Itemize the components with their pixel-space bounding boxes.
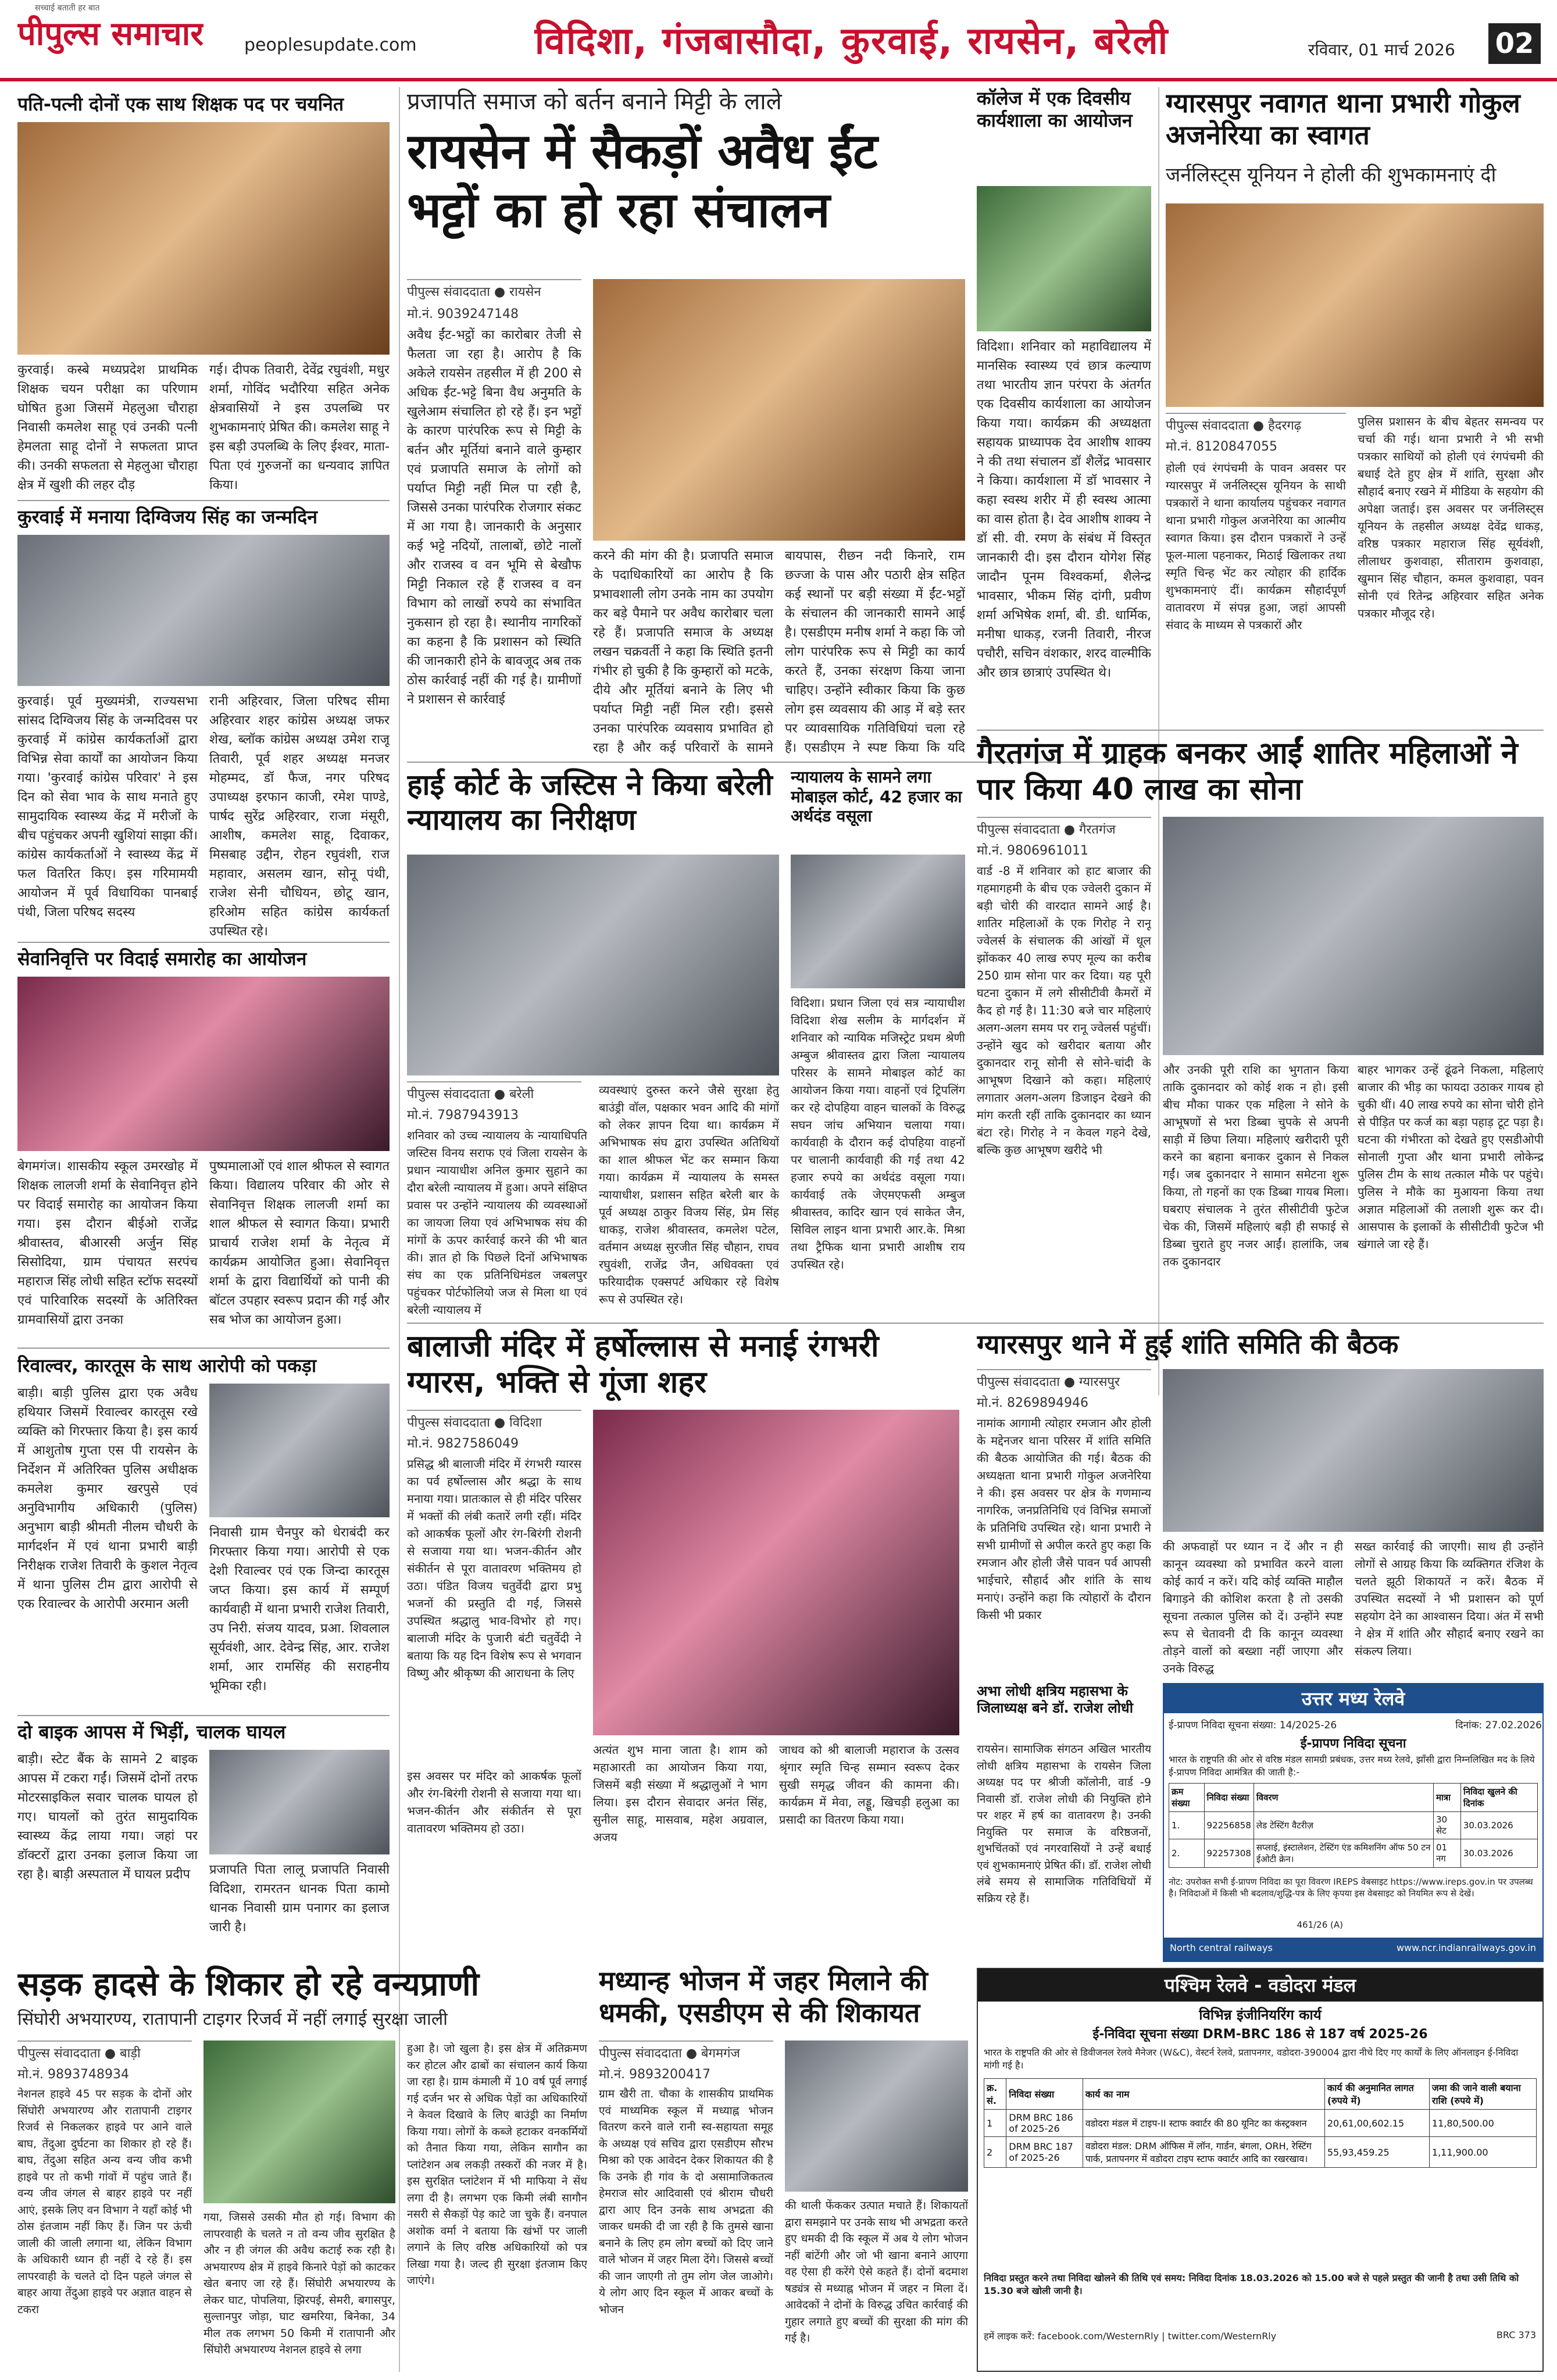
ad-code: BRC 373: [1496, 2329, 1536, 2340]
col-header: कार्य का नाम: [1083, 2079, 1324, 2110]
table-cell: 30.03.2026: [1460, 1812, 1537, 1839]
divider: [977, 730, 1544, 731]
article-body: बाहर भागकर उन्हें ढूंढने निकला, महिलाएं बाजार की भीड़ का फायदा उठाकर गायब हो चुकी थीं। 40 लाख रुपये का सोना चोरी होने से पीड़ित पर कर्ज का बड़ा पहाड़ टूट पड़ा है। घटना की गंभीरता को देखते हुए एसडीओपी सोनाली गुप्ता और थाना प्रभारी लोकेन्द्र पुलिस टीम के साथ तत्काल मौके पर पहुंचे। पुलिस ने मौके का मुआयना किया तथा अज्ञात महिलाओं की तलाशी शुरू कर दी। आसपास के इलाकों के सीसीटीवी फुटेज भी खंगाले जा रहे हैं।: [1358, 1063, 1544, 1251]
article-body: की अफवाहों पर ध्यान न दें और न ही कानून व्यवस्था को प्रभावित करने वाला कोई कार्य न करें। यदि कोई व्यक्ति माहौल बिगाड़ने की कोशिश करता है तो उसकी सूचना तत्काल पुलिस को दें। उन्होंने स्पष्ट रूप से चेतावनी दी कि कानून व्यवस्था तोड़ने वालों को बख्शा नहीं जाएगा और उनके विरुद्ध: [1163, 1539, 1343, 1675]
newspaper-logo: पीपुल्स समाचार: [17, 15, 204, 53]
article-body: नामांक आगामी त्योहार रमजान और होली के मद्देनजर थाना परिसर में शांति समिति की बैठक आयोजित की गई। बैठक की अध्यक्षता थाना प्रभारी गोकुल अजनेरिया ने की। इस अवसर पर क्षेत्र के गणमान्य नागरिक, जनप्रतिनिधि एवं विभिन्न समाजों के प्रतिनिधि उपस्थित रहे। थाना प्रभारी ने सभी ग्रामीणों से अपील करते हुए कहा कि रमजान और होली जैसे पावन पर्व आपसी भाईचारे, सौहार्द और शांति के साथ मनाएं। उन्होंने कहा कि त्योहारों के दौरान किसी भी प्रकार: [977, 1416, 1151, 1622]
article-body: कुरवाई। कस्बे मध्यप्रदेश प्राथमिक शिक्षक चयन परीक्षा का परिणाम घोषित हुआ जिसमें मेहलुआ चौराहा निवासी कमलेश साहू एवं उनकी पत्नी हेमलता साहू दोनों ने सफलता प्राप्त की। उनकी सफलता से मेहलुआ चौराहा क्षेत्र में खुशी की लहर दौड़: [17, 363, 198, 492]
ad-note: नोट: उपरोक्त सभी ई-प्रापण निविदा का पूरा विवरण IREPS वेबसाइट https://www.ireps.gov.in पर उपलब्ध है। निविदाओं में किसी भी बदलाव/शुद्धि-पत्र के लिए कृपया इस वेबसाइट को नियमित रूप से देखें।: [1169, 1877, 1533, 1899]
article-mobile-court: [791, 767, 965, 1320]
article-balaji-temple: [407, 1328, 959, 1910]
ad-social-links[interactable]: हमें लाइक करें: facebook.com/WesternRly | twitter.com/WesternRly: [984, 2331, 1277, 2342]
table-cell: 1,11,900.00: [1429, 2137, 1536, 2168]
ad-sub: विभिन्न इंजीनियरिंग कार्य: [1199, 2007, 1322, 2023]
col-header: क्रम संख्या: [1169, 1784, 1205, 1812]
article-body: सख्त कार्रवाई की जाएगी। साथ ही उन्होंने लोगों से आग्रह किया कि व्यक्तिगत रंजिश के चलते झूठी शिकायतें न करें। बैठक में उपस्थित सदस्यों ने भी प्रशासन को पूर्ण सहयोग देने का आश्वासन दिया। अंत में सभी ने क्षेत्र में शांति और सौहार्द बनाए रखने का संकल्प लिया।: [1355, 1539, 1544, 1658]
article-police-chief-welcome: [1166, 87, 1544, 727]
byline: पीपुल्स संवाददाता ● रायसेन: [407, 279, 581, 300]
article-body: बाड़ी। स्टेट बैंक के सामने 2 बाइक आपस में टकरा गईं। जिसमें दोनों तरफ मोटरसाइकिल सवार चालक घायल हो गए। घायलों को तुरंत सामुदायिक स्वास्थ्य केंद्र लाया गया। जहां पर डॉक्टरों द्वारा उनका इलाज किया जा रहा है। बाड़ी अस्पताल में घायल प्रदीप: [17, 1752, 198, 1882]
divider: [17, 1715, 390, 1716]
table-cell: 20,61,00,602.15: [1324, 2110, 1429, 2137]
table-cell: वडोदरा मंडल में टाइप-II स्टाफ क्वार्टर की 80 यूनिट का कंस्ट्रक्शन: [1083, 2110, 1324, 2137]
table-cell: 30.03.2026: [1460, 1839, 1537, 1868]
masthead-tagline: सच्चाई बताती हर बात: [35, 3, 100, 13]
article-midday-meal-threat: [599, 1965, 968, 2372]
col-header: क्र. सं.: [984, 2079, 1006, 2110]
masthead: [0, 0, 1557, 81]
byline: पीपुल्स संवाददाता ● बेगमगंज: [599, 2040, 773, 2061]
table-cell: 01 नग: [1433, 1839, 1460, 1868]
table-cell: 92257308: [1204, 1839, 1254, 1868]
photo-accused: [209, 1384, 390, 1517]
col-header: निविदा खुलने की दिनांक: [1460, 1784, 1537, 1812]
article-body: बाड़ी। बाड़ी पुलिस द्वारा एक अवैध हथियार जिसमें रिवाल्वर कारतूस रखे व्यक्ति को गिरफ्तार किया है। इस कार्य में आशुतोष गुप्ता एस पी रायसेन के निर्देशन में अतिरिक्त पुलिस अधीक्षक कमलेश कुमार खरपुसे एवं अनुविभागीय अधिकारी (पुलिस) अनुभाग बाड़ी श्रीमती नीलम चौधरी के मार्गदर्शन में एवं थाना प्रभारी बाड़ी निरीक्षक राजेश तिवारी के कुशल नेतृत्व में थाना पुलिस टीम द्वारा आरोपी से एक रिवाल्वर के आरोपी अरमान अली: [17, 1386, 198, 1611]
photo-school: [785, 2040, 968, 2192]
article-digvijay-birthday: [17, 506, 390, 948]
tender-date: दिनांक: 27.02.2026: [1455, 1720, 1542, 1731]
col-header: निविदा संख्या: [1006, 2079, 1083, 2110]
article-lodhi-president: [977, 1683, 1151, 1962]
col-header: विवरण: [1254, 1784, 1433, 1812]
article-body: इस अवसर पर मंदिर को आकर्षक फूलों और रंग-बिरंगी रोशनी से सजाया गया था। भजन-कीर्तन और संकीर्तन से पूरा वातावरण भक्तिमय हो उठा।: [407, 1769, 581, 1835]
mobile-number: मो.नं. 9039247148: [407, 307, 519, 321]
article-wildlife-accidents: [17, 1965, 587, 2372]
table-cell: सप्लाई, इंस्टालेशन, टेस्टिंग एंड कमिशनिंग ऑफ 50 टन ईओटी क्रेन।: [1254, 1839, 1433, 1868]
headline: कुरवाई में मनाया दिग्विजय सिंह का जन्मदिन: [17, 506, 317, 528]
table-cell: 1: [984, 2110, 1006, 2137]
headline: अभा लोधी क्षत्रिय महासभा के जिलाध्यक्ष बने डॉ. राजेश लोधी: [977, 1683, 1133, 1716]
table-cell: DRM BRC 187 of 2025-26: [1006, 2137, 1083, 2168]
article-body: बायपास, रीछन नदी किनारे, राम छज्जा के पास और पठारी क्षेत्र सहित कई स्थानों पर बड़ी संख्या में ईंट-भट्टों के संचालन की जानकारी सामने आई है। एसडीएम मनीष शर्मा ने कहा कि जो लोग पारंपरिक रूप से मिट्टी का कार्य करते हैं, उनका संरक्षण किया जाना चाहिए। उन्होंने स्वीकार किया कि कुछ लोग इस व्यवसाय की आड़ में बड़े स्तर पर व्यावसायिक गतिविधियां चला रहे हैं। एसडीएम ने स्पष्ट किया कि यदि: [785, 549, 965, 755]
article-body: पुष्पमालाओं एवं शाल श्रीफल से स्वागत किया। विद्यालय परिवार की ओर से सेवानिवृत्त शिक्षक लालजी शर्मा का शाल श्रीफल से स्वागत किया। प्रभारी प्राचार्य राजेश शर्मा के नेतृत्व में कार्यक्रम आयोजित हुआ। सेवानिवृत्त शर्मा के द्वारा विद्यार्थियों को पानी की बॉटल उपहार स्वरूप प्रदान की गई और सब भोज का आयोजन हुआ।: [209, 1159, 390, 1327]
mobile-number: मो.नं. 7987943913: [407, 1108, 519, 1123]
article-body: गया, जिससे उसकी मौत हो गई। विभाग की लापरवाही के चलते न तो वन्य जीव सुरक्षित है और न ही जंगल की अवैध कटाई रुक रही है। अभयारण्य क्षेत्र में हाइवे किनारे पेड़ों को काटकर खेत बनाए जा रहे हैं। सिंघोरी अभयारण्य के लेकर घाट, पोपलिया, झिरपई, सेमरी, बगासपुर, सुल्तानपुर जोड़ा, घाट खमरिया, बिनेका, 34 मील तक लगभग 50 किमी में रातापानी और सिंघोरी अभयारण्य नेशनल हाइवे से लगा: [203, 2211, 395, 2356]
article-body: अत्यंत शुभ माना जाता है। शाम को महाआरती का आयोजन किया गया, जिसमें बड़ी संख्या में श्रद्धालुओं ने भाग लिया। इस दौरान सेवादार अनंत सिंह, सुनील साहू, मासवाब, महेश अग्रवाल, अजय: [593, 1743, 767, 1844]
article-revolver-arrest: [17, 1355, 390, 1715]
headline: गैरतगंज में ग्राहक बनकर आईं शातिर महिलाओं ने पार किया 40 लाख का सोना: [977, 736, 1518, 807]
article-body: पुलिस प्रशासन के बीच बेहतर समन्वय पर चर्चा की गई। थाना प्रभारी ने भी सभी पत्रकार साथियों को होली एवं रंगपंचमी की बधाई देते हुए क्षेत्र में शांति, सुरक्षा और सौहार्द बनाए रखने में मीडिया के सहयोग की अपेक्षा जताई। इस अवसर पर जर्नलिस्ट्स यूनियन के तहसील अध्यक्ष देवेंद्र धाकड़, वरिष्ठ पत्रकार महाराज सिंह सूर्यवंशी, लीलाधर कुशवाहा, सीताराम कुशवाहा, खुमान सिंह चौहान, कमल कुशवाहा, पवन सोनी एवं रितेन्द्र अहिरवार सहित अनेक पत्रकार मौजूद रहे।: [1358, 414, 1544, 620]
article-college-workshop: [977, 87, 1151, 756]
photo-forest-highway: [203, 2040, 395, 2203]
byline: पीपुल्स संवाददाता ● हैदरगढ़: [1166, 413, 1346, 434]
byline: पीपुल्स संवाददाता ● गैरतगंज: [977, 817, 1151, 838]
article-body: ग्राम खैरी ता. चौका के शासकीय प्राथमिक एवं माध्यमिक स्कूल में मध्याह्न भोजन वितरण करने वाले रानी स्व-सहायता समूह के अध्यक्ष एवं सचिव द्वारा एसडीएम सौरभ मिश्रा को एक आवेदन देकर शिकायत की है कि उनके ही गांव के दो असामाजिकतत्व हेमराज सोर आदिवासी एवं श्रीराम चौधरी द्वारा आए दिन उनके साथ अभद्रता की जाकर धमकी दी जा रही है कि तुमसे खाना बनाने के लिए हम लोग बच्चों को दिए जाने वाले भोजन में जहर मिला देंगे। जिससे बच्चों की जान जाएगी तो तुम लोग जेल जाओगे। ये लोग आए दिन स्कूल में आकर बच्चों के भोजन: [599, 2088, 773, 2316]
divider: [17, 1348, 390, 1349]
article-body: निवासी ग्राम चैनपुर को धेराबंदी कर गिरफ्तार किया गया। आरोपी से एक देशी रिवाल्वर एवं एक जिन्दा कारतूस जप्त किया। इस कार्य में सम्पूर्ण कार्यवाही में थाना प्रभारी राजेश तिवारी, उप निरी. संजय यादव, प्रआ. शिवलाल सूर्यवंशी, आर. देवेन्द्र सिंह, आर. राजेश शर्मा, आर रामसिंह की सराहनीय भूमिका रही।: [209, 1525, 390, 1693]
table-row: [1169, 1839, 1538, 1868]
article-body: और उनकी पूरी राशि का भुगतान किया ताकि दुकानदार को कोई शक न हो। इसी बीच मौका पाकर एक महिला ने सोने के आभूषणों से भरा डिब्बा चुपके से अपनी साड़ी में छिपा लिया। महिलाएं खरीदारी पूरी करने का बहाना बनाकर दुकान से निकल गईं। जब दुकानदार ने सामान समेटना शुरू किया, तो गहनों का एक डिब्बा गायब मिला। घबराए संचालक ने तुरंत सीसीटीवी फुटेज चेक की, जिसमें महिलाएं बड़ी ही सफाई से डिब्बा चुराते हुए नजर आईं। हालांकि, जब तक दुकानदार: [1163, 1063, 1349, 1268]
article-body: हुआ है। जो खुला है। इस क्षेत्र में अतिक्रमण कर होटल और ढाबों का संचालन कार्य किया जा रहा है। ग्राम कंमाली में 10 वर्ष पूर्व लगाई गई दर्जन भर से अधिक पेड़ों का अधिकारियों ने केवल दिखावे के लिए बाउंड्री का निर्माण किया गया। लोगों के कब्जे हटाकर वनकर्मियों को तैनात किया गया, लेकिन सागौन का प्लांटेशन अब लकड़ी तस्करों की नजर में है। इस सुरक्षित प्लांटेशन में भी माफिया ने सेंध लगा दी है। लगभग एक किमी लंबी सागौन नसरी से सैकड़ों पेड़ काटे जा चुके हैं। वनपाल अशोक वर्मा ने बताया कि खंभों पर जाली लगाने के लिए वरिष्ठ अधिकारियों को पत्र लिखा गया है। जल्द ही सुरक्षा इंतजाम किए जाएंगे।: [407, 2042, 587, 2287]
article-gold-theft: [977, 735, 1544, 1317]
ad-intro: भारत के राष्ट्रपति की ओर से डिवीजनल रेलवे मैनेजर (W&C), वेस्टर्न रेलवे, प्रतापनगर, वडोदरा-390004 द्वारा नीचे दिए गए कार्यों के लिए ऑनलाइन ई-निविदा मांगी गई है।: [984, 2047, 1519, 2071]
article-body: जाधव को श्री बालाजी महाराज के उत्सव श्रृंगार स्मृति चिन्ह सम्मान स्वरूप देकर सुखी समृद्ध जीवन की कामना की। कार्यक्रम में मेवा, लड्डू, खिचड़ी हलुआ का प्रसादी का वितरण किया गया।: [779, 1743, 959, 1827]
headline: न्यायालय के सामने लगा मोबाइल कोर्ट, 42 हजार का अर्थदंड वसूला: [791, 767, 962, 826]
headline: ग्यारसपुर नवागत थाना प्रभारी गोकुल अजनेरिया का स्वागत: [1166, 87, 1520, 151]
advertisement-ncr-tender: [1163, 1683, 1544, 1962]
headline: रिवाल्वर, कारतूस के साथ आरोपी को पकड़ा: [17, 1355, 317, 1377]
photo-accident: [209, 1750, 390, 1854]
col-header: जमा की जाने वाली बयाना राशि (रुपये में): [1429, 2079, 1536, 2110]
article-body: अवैध ईंट-भट्ठों का कारोबार तेजी से फैलता जा रहा है। आरोप है कि अकेले रायसेन तहसील में ही 200 से अधिक ईंट-भट्टे बिना वैध अनुमति के खुलेआम संचालित हो रहे हैं। इन भट्टों के कारण पारंपरिक रूप से मिट्टी के बर्तन और मूर्तियां बनाने वाले कुम्हार एवं प्रजापति समाज के लोगों को पर्याप्त मिट्टी नहीं मिल पा रही है, जिससे उनका पारंपरिक रोजगार संकट में आ गया है। जानकारी के अनुसार कई भट्टे नदियों, तालाबों, छोटे नालों और राजस्व व वन भूमि से बेखौफ मिट्टी निकाल रहे हैं राजस्व व वन विभाग को लाखों रुपये का संभावित नुकसान हो रहा है। स्थानीय नागरिकों का कहना है कि प्रशासन को स्थिति की जानकारी होने के बावजूद अब तक ठोस कार्रवाई नहीं की गई है। ग्रामीणों ने प्रशासन से कार्रवाई: [407, 328, 581, 707]
byline: पीपुल्स संवाददाता ● विदिशा: [407, 1410, 581, 1431]
table-cell: लेड टेस्टिंग वैटरीज़: [1254, 1812, 1433, 1839]
divider: [17, 942, 390, 943]
article-body: नेशनल हाइवे 45 पर सड़क के दोनों ओर सिंघोरी अभयारण्य और रातापानी टाइगर रिजर्व से निकलकर हाइवे पर आने वाले बाघ, तेंदुआ दुर्घटना का शिकार हो रहे हैं। बाघ, तेंदुआ सहित अन्य वन्य जीव कभी हाइवे पर तो कभी गांवों में पहुंच जाते हैं। वन्य जीव जंगल से बाहर हाइवे पर नहीं आएं, इसके लिए वन विभाग ने यहाँ कोई भी ठोस इंतजाम नहीं किए हैं। जिन पर ऊंची जाली की जाली लगाना था, लेकिन विभाग के अधिकारी ध्यान ही नहीं दे रहे हैं। इस लापरवाही के चलते दो दिन पहले जंगल से बाहर आया तेंदुआ हाइवे पर अज्ञात वाहन से टकरा: [17, 2088, 192, 2316]
headline: ग्यारसपुर थाने में हुई शांति समिति की बैठक: [977, 1328, 1399, 1360]
mobile-number: मो.नं. 8120847055: [1166, 439, 1278, 454]
kicker: प्रजापति समाज को बर्तन बनाने मिट्टी के लाले: [407, 88, 782, 115]
byline: पीपुल्स संवाददाता ● बरेली: [407, 1081, 581, 1102]
tender-number: ई-प्रापण निविदा सूचना संख्या: 14/2025-26: [1169, 1720, 1337, 1731]
article-body: विदिशा। प्रधान जिला एवं सत्र न्यायाधीश विदिशा शेख सलीम के मार्गदर्शन में शनिवार को न्यायिक मजिस्ट्रेट प्रथम श्रेणी अम्बुज श्रीवास्तव द्वारा जिला न्यायालय परिसर के सामने मोबाइल कोर्ट का आयोजन किया गया। वाहनों एवं ट्रिपलिंग कर रहे दोपहिया वाहन चालकों के विरुद्ध सघन जांच अभियान चलाया गया। कार्यवाही के दौरान कई दोपहिया वाहनों पर चालानी कार्यवाही की गई तथा 42 हजार रुपये का अर्थदंड वसूला गया। कार्यवाई तके जेएमएफसी अम्बुज श्रीवास्तव, कादिर खान एवं साकेत जैन, सिविल लाइन थाना प्रभारी आर.के. मिश्रा तथा ट्रैफिक थाना प्रभारी आशीष राय उपस्थित रहे।: [791, 996, 965, 1271]
byline: पीपुल्स संवाददाता ● ग्यारसपुर: [977, 1369, 1151, 1390]
table-cell: वडोदरा मंडल: DRM ऑफिस में लॉन, गार्डन, बंगला, ORH, रेस्टिंग पार्क, प्रतापनगर में वडोदरा टाइप स्टाफ क्वार्टर आदि का रखरखाव।: [1083, 2137, 1324, 2168]
article-illegal-brick-kilns: [407, 87, 965, 756]
article-body: बेगमगंज। शासकीय स्कूल उमरखोह में शिक्षक लालजी शर्मा के सेवानिवृत्त होने पर विदाई समारोह का आयोजन किया गया। इस दौरान बीईओ राजेंद्र श्रीवास्तव, बीआरसी अर्जुन सिंह सिसोदिया, ग्राम पंचायत सरपंच महाराज सिंह लोधी सहित स्टॉफ सदस्यों एवं पारिवारिक सदस्यों के अतिरिक्त ग्रामवासियों द्वारा उनका: [17, 1159, 198, 1327]
table-cell: 30 सेट: [1433, 1812, 1460, 1839]
table-cell: 1.: [1169, 1812, 1205, 1839]
kicker: जर्नलिस्ट्स यूनियन ने होली की शुभकामनाएं दी: [1166, 163, 1497, 187]
table-row: [984, 2110, 1537, 2137]
article-body: करने की मांग की है। प्रजापति समाज के पदाधिकारियों का आरोप है कि प्रभावशाली लोग उनके नाम का उपयोग कर बड़े पैमाने पर अवैध कारोबार चला रहे हैं। प्रजापति समाज के अध्यक्ष लखन चक्रवर्ती ने कहा कि स्थिति इतनी गंभीर हो चुकी है कि कुम्हारों को मटके, दीये और मूर्तियां बनाने के लिए भी पर्याप्त मिट्टी नहीं मिल रही। इससे उनका पारंपरिक व्यवसाय प्रभावित हो रहा है और कई परिवारों के सामने: [593, 549, 773, 755]
ad-code: 461/26 (A): [1297, 1920, 1343, 1930]
photo: [17, 977, 390, 1151]
table-cell: 2: [984, 2137, 1006, 2168]
article-body: कुरवाई। पूर्व मुख्यमंत्री, राज्यसभा सांसद दिग्विजय सिंह के जन्मदिवस पर कुरवाई में कांग्रेस कार्यकर्ताओं द्वारा विभिन्न सेवा कार्यों का आयोजन किया गया। 'कुरवाई कांग्रेस परिवार' ने इस दिन को सेवा भाव के साथ मनाते हुए सामुदायिक स्वास्थ्य केंद्र में मरीजों के बीच पहुंचकर अपनी खुशियां साझा कीं। कांग्रेस कार्यकर्ताओं ने स्वास्थ्य केंद्र में फल वितरित किए। इस गरिमामयी आयोजन में पूर्व विधायिका पानबाई पंथी, जिला परिषद सदस्य: [17, 694, 198, 920]
edition-cities: विदिशा, गंजबासौदा, कुरवाई, रायसेन, बरेली: [534, 20, 1169, 63]
divider: [17, 500, 390, 501]
ad-footer-link[interactable]: www.ncr.indianrailways.gov.in: [1396, 1942, 1536, 1953]
advertisement-wr-tender: [977, 1968, 1544, 2372]
table-row: [984, 2137, 1537, 2168]
headline: बालाजी मंदिर में हर्षोल्लास से मनाई रंगभरी ग्यारस, भक्ति से गूंजा शहर: [407, 1329, 879, 1400]
mobile-number: मो.नं. 9893200417: [599, 2067, 711, 2082]
article-peace-committee: [977, 1328, 1544, 1677]
article-body: रायसेन। सामाजिक संगठन अखिल भारतीय लोधी क्षत्रिय महासभा के रायसेन जिला अध्यक्ष पद पर श्रीजी कॉलोनी, वार्ड -9 निवासी डॉ. राजेश लोधी की नियुक्ति होने पर शहर में हर्ष का वातावरण है। उनकी नियुक्ति पर समाज के वरिष्ठजनों, शुभचिंतकों एवं नगरवासियों ने उन्हें बधाई एवं शुभकामनाएं प्रेषित कीं। डॉ. राजेश लोधी लंबे समय से सामाजिक गतिविधियों में सक्रिय रहे हैं।: [977, 1743, 1151, 1905]
photo-justice-visit: [407, 855, 779, 1075]
table-cell: DRM BRC 186 of 2025-26: [1006, 2110, 1083, 2137]
photo-temple-idol: [593, 1410, 959, 1735]
page-number: 02: [1488, 23, 1541, 64]
ad-intro: भारत के राष्ट्रपति की ओर से वरिष्ठ मंडल सामग्री प्रबंधक, उत्तर मध्य रेलवे, झाँसी द्वारा निम्नलिखित मद के लिये ई-प्रापण निविदा आमंत्रित की जाती है:-: [1169, 1754, 1535, 1778]
photo: [791, 855, 965, 988]
headline: सेवानिवृत्ति पर विदाई समारोह का आयोजन: [17, 948, 307, 970]
mobile-number: मो.नं. 9827586049: [407, 1436, 519, 1451]
col-header: मात्रा: [1433, 1784, 1460, 1812]
article-body: वार्ड -8 में शनिवार को हाट बाजार की गहमागहमी के बीच एक ज्वेलरी दुकान में बड़ी चोरी की वारदात सामने आई है। शातिर महिलाओं के एक गिरोह ने रानू ज्वेलर्स के संचालक की आंखों में धूल झोंककर 40 लाख रुपए मूल्य का करीब 250 ग्राम सोना पार कर दिया। यह पूरी घटना दुकान में लगे सीसीटीवी कैमरों में कैद हो गई है। 11:30 बजे चार महिलाएं अलग-अलग समय पर रानू ज्वेलर्स पहुंचीं। उन्होंने खुद को खरीदार बताया और दुकानदार रानू सोनी से सोने-चांदी के आभूषण दिखाने को कहा। महिलाएं लगातार अलग-अलग डिजाइन देखने की मांग करती रहीं ताकि दुकानदार का ध्यान बंटा रहे। गिरोह ने न केवल गहने देखे, बल्कि कुछ आभूषण खरीदे भी: [977, 864, 1151, 1157]
col-header: निविदा संख्या: [1204, 1784, 1254, 1812]
photo: [1166, 203, 1544, 407]
mobile-number: मो.नं. 8269894946: [977, 1396, 1089, 1410]
table-row: [1169, 1812, 1538, 1839]
headline: दो बाइक आपस में भिड़ीं, चालक घायल: [17, 1721, 286, 1743]
ad-subject: ई-प्रापण निविदा सूचना: [1300, 1736, 1406, 1751]
table-cell: 92256858: [1204, 1812, 1254, 1839]
photo: [977, 186, 1151, 331]
photo-meeting: [1163, 1369, 1544, 1532]
headline: पति-पत्नी दोनों एक साथ शिक्षक पद पर चयनित: [17, 93, 344, 115]
ad-footer-left: North central railways: [1170, 1942, 1273, 1953]
article-body: शनिवार को उच्च न्यायालय के न्यायाधिपति जस्टिस विनय सराफ एवं जिला रायसेन के प्रधान न्यायाधीश अनिल कुमार सुहाने का दौरा बरेली न्यायालय में हुआ। अपने संक्षिप्त प्रवास पर उन्होंने न्यायालय की व्यवस्थाओं का जायजा लिया एवं अभिभाषक संघ की मांगों के ऊपर कार्रवाई करने की भी बात की। ज्ञात हो कि पिछले दिनों अभिभाषक संघ का एक प्रतिनिधिमंडल जबलपुर पहुंचकर पोर्टफोलियो जज से मिला था एवं बरेली न्यायालय में: [407, 1128, 587, 1317]
headline: हाई कोर्ट के जस्टिस ने किया बरेली न्यायालय का निरीक्षण: [407, 768, 773, 837]
ad-header: उत्तर मध्य रेलवे: [1164, 1684, 1542, 1713]
article-couple-teachers: [17, 93, 390, 570]
article-bike-collision: [17, 1721, 390, 1953]
tender-table: [984, 2078, 1537, 2168]
table-cell: 2.: [1169, 1839, 1205, 1868]
article-body: प्रजापति पिता लालू प्रजापति निवासी विदिशा, रामरतन धानक पिता कामो धानक निवासी ग्राम पनागर का इलाज जारी है।: [209, 1863, 390, 1935]
headline: मध्यान्ह भोजन में जहर मिलाने की धमकी, एसडीएम से की शिकायत: [599, 1965, 928, 2029]
article-body: होली एवं रंगपंचमी के पावन अवसर पर ग्यारसपुर में जर्नलिस्ट्स यूनियन के साथी पत्रकारों ने थाना कार्यालय पहुंचकर नवागत थाना प्रभारी गोकुल अजनेरिया का आत्मीय स्वागत किया। इस दौरान पत्रकारों ने उन्हें फूल-माला पहनाकर, मिठाई खिलाकर तथा स्मृति चिन्ह भेंट कर त्योहार की हार्दिक शुभकामनाएं दीं। कार्यक्रम सौहार्दपूर्ण वातावरण में संपन्न हुआ, जहां आपसी संवाद के माध्यम से पत्रकारों और: [1166, 461, 1346, 632]
ad-note: निविदा प्रस्तुत करने तथा निविदा खोलने की तिथि एवं समय: निविदा दिनांक 18.03.2026 को 15.00 बजे से पहले प्रस्तुत की जानी है तथा उसी तिथि को 15.30 बजे खोली जानी है।: [984, 2272, 1519, 2296]
issue-date: रविवार, 01 मार्च 2026: [1308, 40, 1455, 59]
photo-brick-kiln: [593, 279, 965, 541]
ad-header: पश्चिम रेलवे - वडोदरा मंडल: [978, 1969, 1542, 2002]
article-body: रानी अहिरवार, जिला परिषद सीमा अहिरवार शहर कांग्रेस अध्यक्ष जफर शेख, ब्लॉक कांग्रेस अध्यक्ष उमेश राजू तिवारी, पूर्व शहर अध्यक्ष मनजर मोहम्मद, डॉ फैज, नगर परिषद उपाध्यक्ष इरफान काजी, रमेश पाण्डे, पार्षद सुरेंद्र अहिरवार, राजा मंसूरी, आशीष, कमलेश साहू, दिवाकर, मिसबाह उद्दीन, रोहन रघुवंशी, राज महावार, असलम खान, सोनू पंथी, राजेश सेनी चौधियन, छोटू खान, हरिओम सहित कांग्रेस कार्यकर्ता उपस्थित रहे।: [209, 694, 390, 939]
table-cell: 55,93,459.25: [1324, 2137, 1429, 2168]
article-body: व्यवस्थाएं दुरुस्त करने जैसे सुरक्षा हेतु बाउंड्री वॉल, पक्षकार भवन आदि की मांगों को लेकर ज्ञापन दिया था। कार्यक्रम में अभिभाषक संघ द्वारा उपस्थित अतिथियों का शाल श्रीफल भेंट कर सम्मान किया गया। कार्यक्रम में न्यायालय के समस्त न्यायाधीश, प्रशासन सहित बरेली बार के पूर्व अध्यक्ष ठाकुर विजय सिंह, प्रेम सिंह धाकड़, राजेश श्रीवास्तव, कमलेश पटेल, वर्तमान अध्यक्ष सुरजीत सिंह चौहान, राघव रघुवंशी, राजेंद्र जैन, अधिवक्ता एवं फरियादीक एक्सपर्ट अधिकार रहे विशेष रूप से उपस्थित रहे।: [599, 1083, 779, 1306]
mobile-number: मो.नं. 9806961011: [977, 844, 1089, 858]
table-cell: 11,80,500.00: [1429, 2110, 1536, 2137]
kicker: सिंघोरी अभयारण्य, रातापानी टाइगर रिजर्व में नहीं लगाई सुरक्षा जाली: [17, 2009, 448, 2029]
ad-footer: [1164, 1938, 1542, 1961]
tender-number: ई-निविदा सूचना संख्या DRM-BRC 186 से 187 वर्ष 2025-26: [1092, 2027, 1428, 2042]
headline: कॉलेज में एक दिवसीय कार्यशाला का आयोजन: [977, 87, 1133, 132]
col-header: कार्य की अनुमानित लागत (रुपये में): [1324, 2079, 1429, 2110]
article-body: प्रसिद्ध श्री बालाजी मंदिर में रंगभरी ग्यारस का पर्व हर्षोल्लास और श्रद्धा के साथ मनाया गया। प्रातःकाल से ही मंदिर परिसर में भक्तों की लंबी कतारें लगी रहीं। मंदिर को आकर्षक फूलों और रंग-बिरंगी रोशनी से सजाया गया था। भजन-कीर्तन और संकीर्तन से पूरा वातावरण भक्तिमय हो उठा। पंडित विजय चतुर्वेदी द्वारा प्रभु भजनों की प्रस्तुति दी गई, जिससे उपस्थित श्रद्धालु भाव-विभोर हो गए। बालाजी मंदिर के पुजारी बंटी चतुर्वेदी ने बताया कि यह दिन विशेष रूप से भगवान विष्णु और श्रीकृष्ण की आराधना के लिए: [407, 1457, 581, 1680]
article-retirement-farewell: [17, 948, 390, 1343]
website-link[interactable]: peoplesupdate.com: [244, 35, 417, 55]
divider: [407, 1323, 1544, 1324]
headline: रायसेन में सैकड़ों अवैध ईंट भट्टों का हो रहा संचालन: [407, 123, 878, 238]
tender-table: [1169, 1783, 1538, 1868]
article-body: गई। दीपक तिवारी, देवेंद्र रघुवंशी, मधुर शर्मा, गोविंद भदौरिया सहित अनेक क्षेत्रवासियों ने इस उपलब्धि पर शुभकामनाएं प्रेषित की। कमलेश साहू ने इस बड़ी उपलब्धि के लिए ईश्वर, माता-पिता एवं गुरुजनों का धन्यवाद ज्ञापित किया।: [209, 363, 390, 492]
headline: सड़क हादसे के शिकार हो रहे वन्यप्राणी: [17, 1966, 480, 2003]
byline: पीपुल्स संवाददाता ● बाड़ी: [17, 2040, 192, 2061]
mobile-number: मो.नं. 9893748934: [17, 2067, 130, 2082]
photo: [17, 122, 390, 355]
article-body: की थाली फेंककर उत्पात मचाते हैं। शिकायतों द्वारा समझाने पर उनके साथ भी अभद्रता करते हुए धमकी दी कि स्कूल में अब ये लोग भोजन नहीं बांटेंगी और जो भी खाना बनाने आएगा वह ऐसा ही करेंगे ऐसे कहते हैं। दोनों बदमाश षड्यंत्र से मध्याह्न भोजन में जहर न मिला दें। आवेदकों ने दोनों के विरुद्ध उचित कार्रवाई की गुहार लगाते हुए बच्चों की सुरक्षा की मांग की गई है।: [785, 2199, 968, 2345]
photo: [17, 535, 390, 686]
photo-jewellery-shop: [1163, 817, 1544, 1055]
article-body: विदिशा। शनिवार को महाविद्यालय में मानसिक स्वास्थ्य एवं छात्र कल्याण तथा भारतीय ज्ञान परंपरा के अंतर्गत एक दिवसीय कार्यशाला का आयोजन किया गया। कार्यक्रम की अध्यक्षता सहायक प्राध्यापक देव आशीष शाक्य ने की तथा संचालन डॉ शैलेंद्र भावसार ने किया। कार्यशाला में डॉ भावसार ने कहा स्वस्थ शरीर में ही स्वस्थ आत्मा का वास होता है। देव आशीष शाक्य ने डॉ सी. वी. रमण के संबंध में विस्तृत जानकारी दी। इस दौरान योगेश सिंह जादौन पूनम विश्वकर्मा, शैलेन्द्र भावसार, भीकम सिंह दांगी, प्रवीण शर्मा अभिषेक शर्मा, बी. डी. धार्मिक, मनीषा धाकड़, रजनी तिवारी, नीरज पचौरी, सचिन वंशकार, शरद वाल्मीकि और छात्र छात्राएं उपस्थित थे।: [977, 340, 1151, 680]
